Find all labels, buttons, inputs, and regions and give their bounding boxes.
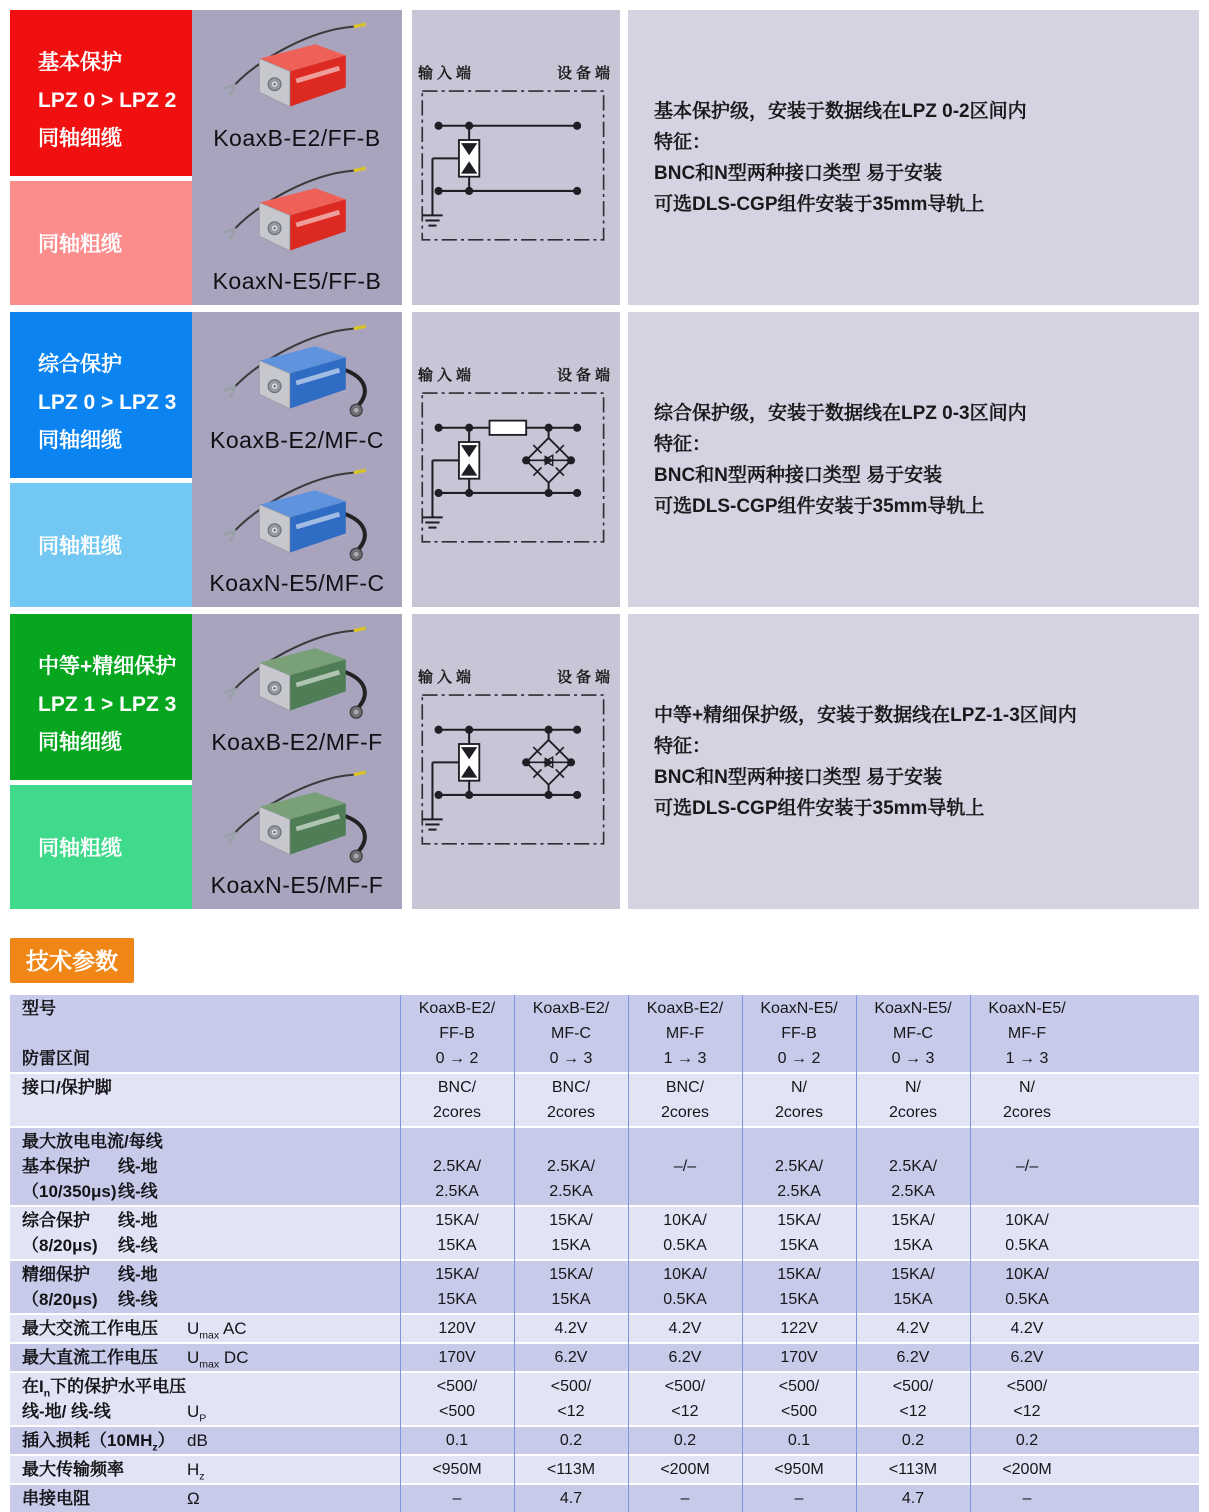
table-cell: 15KA/	[435, 1212, 479, 1229]
table-cell: –	[794, 1490, 804, 1507]
circuit-diagram	[414, 387, 618, 555]
surge-protector-photo	[199, 319, 395, 423]
table-cell	[628, 1129, 742, 1154]
diagram-labels	[412, 364, 620, 387]
table-cell: 15KA/	[777, 1212, 821, 1229]
product-item	[192, 14, 402, 158]
table-cell	[742, 1129, 856, 1154]
table-cell: 2cores	[432, 1104, 482, 1121]
table-cell: 2cores	[546, 1104, 596, 1121]
table-cell: 2.5KA	[891, 1183, 935, 1200]
table-cell	[970, 1129, 1084, 1154]
description-line: BNC和N型两种接口类型 易于安装	[654, 464, 943, 486]
table-cell: <950M	[432, 1461, 482, 1478]
description-line: 中等+精细保护级，安装于数据线在LPZ-1-3区间内	[654, 704, 1077, 726]
circuit-diagram	[414, 689, 618, 857]
table-cell: 2.5KA/	[888, 1158, 938, 1175]
product-images-cell	[192, 10, 402, 305]
label-line: 同轴粗缆	[38, 535, 122, 559]
table-cell: <12	[1013, 1403, 1041, 1420]
table-cell: 10KA/	[663, 1266, 707, 1283]
product-item	[192, 762, 402, 906]
table-cell: <500/	[1006, 1378, 1048, 1395]
circuit-schematic	[414, 689, 618, 852]
table-band	[10, 1344, 1199, 1371]
circuit-diagram-cell	[402, 10, 620, 305]
table-filler	[1084, 1399, 1199, 1424]
table-cell: 2.5KA	[549, 1183, 593, 1200]
product-photo	[192, 762, 402, 873]
table-band	[10, 1427, 1199, 1454]
label-line: 基本保护	[38, 51, 122, 74]
table-cell: 15KA	[779, 1291, 819, 1308]
row-label: 串接电阻 Ω	[22, 1489, 200, 1508]
label-line: 同轴粗缆	[38, 233, 122, 257]
table-cell: <500	[780, 1403, 818, 1420]
row-label: 插入损耗$(10MH_z)$ dB	[22, 1431, 208, 1454]
circuit-diagram-cell	[402, 312, 620, 607]
label-line: 同轴细缆	[38, 731, 122, 754]
table-band	[10, 1456, 1199, 1483]
row-label: （8/20μs) 线-线	[22, 1236, 158, 1255]
table-row	[10, 996, 1199, 1021]
table-cell: 10KA/	[663, 1212, 707, 1229]
table-cell: –/–	[1015, 1158, 1039, 1175]
diagram-device-label: 设备端	[556, 367, 614, 384]
cable-type-label	[10, 785, 192, 909]
table-filler	[1084, 1129, 1199, 1154]
cable-type-label	[10, 181, 192, 305]
product-model: KoaxN-E5/MF-C	[209, 570, 385, 596]
group-label-column	[10, 312, 192, 607]
table-cell: 0.5KA	[663, 1237, 707, 1254]
product-model: KoaxB-E2/MF-F	[211, 728, 383, 755]
row-label	[10, 1021, 400, 1046]
table-cell: 15KA/	[435, 1266, 479, 1283]
product-group-combined	[10, 312, 1199, 607]
label-line: 综合保护	[38, 353, 122, 376]
table-filler	[1084, 1374, 1199, 1399]
table-filler	[1084, 1075, 1199, 1100]
row-label: 防雷区间	[22, 1049, 90, 1068]
table-cell: MF-F	[1007, 1025, 1047, 1042]
group-label-column	[10, 614, 192, 909]
surge-protector-photo	[199, 621, 395, 725]
circuit-diagram-cell	[402, 614, 620, 909]
table-cell: 1 → 3	[1005, 1050, 1049, 1067]
diagram-input-label: 输入端	[418, 65, 476, 82]
description-line: BNC和N型两种接口类型 易于安装	[654, 162, 943, 184]
table-row	[10, 1154, 1199, 1179]
table-cell: 15KA	[893, 1237, 933, 1254]
surge-protector-photo	[199, 463, 395, 567]
surge-protector-photo	[199, 765, 395, 869]
table-cell: N/	[1019, 1079, 1035, 1096]
table-cell: 0.2	[1015, 1432, 1039, 1449]
table-filler	[1084, 996, 1199, 1021]
description-cell	[620, 10, 1199, 305]
description-cell	[620, 312, 1199, 607]
diagram-device-label: 设备端	[556, 669, 614, 686]
table-band	[10, 1074, 1199, 1126]
row-label: 精细保护 线-地	[22, 1265, 158, 1284]
description-line: BNC和N型两种接口类型 易于安装	[654, 766, 943, 788]
table-row	[10, 1233, 1199, 1258]
row-label: 最大交流工作电压 $U_{max}$ AC	[22, 1319, 247, 1342]
table-band	[10, 1207, 1199, 1259]
table-cell: 2cores	[1002, 1104, 1052, 1121]
product-model: KoaxB-E2/MF-C	[210, 426, 384, 453]
table-cell: 15KA	[779, 1237, 819, 1254]
table-row	[10, 1208, 1199, 1233]
description-line: 综合保护级，安装于数据线在LPZ 0-3区间内	[654, 402, 1027, 424]
table-band	[10, 1485, 1199, 1512]
table-cell	[514, 1129, 628, 1154]
row-label: 线-地/ 线-线 $U_P$	[22, 1402, 207, 1425]
table-cell: 15KA/	[891, 1212, 935, 1229]
table-row	[10, 1021, 1199, 1046]
description-line: 特征：	[654, 131, 712, 153]
protection-level-label	[10, 10, 192, 176]
table-row	[10, 1129, 1199, 1154]
row-label: 基本保护 线-地	[22, 1157, 158, 1176]
row-label: 接口/保护脚	[22, 1078, 112, 1097]
diagram-labels	[412, 62, 620, 85]
table-cell: 0.2	[673, 1432, 697, 1449]
protection-level-label	[10, 312, 192, 478]
table-row	[10, 1399, 1199, 1424]
table-filler	[1084, 1262, 1199, 1287]
table-cell: 4.2V	[554, 1320, 588, 1337]
table-filler	[1084, 1287, 1199, 1312]
table-cell: 0.1	[787, 1432, 811, 1449]
product-item	[192, 316, 402, 460]
table-cell: –	[1022, 1490, 1032, 1507]
table-cell: 0 → 3	[549, 1050, 593, 1067]
table-cell: 2.5KA	[777, 1183, 821, 1200]
table-cell: KoaxN-E5/	[988, 1000, 1066, 1017]
label-line: 同轴细缆	[38, 127, 122, 150]
table-cell: <113M	[888, 1461, 938, 1478]
table-cell: 6.2V	[554, 1349, 588, 1366]
table-cell: 0.2	[901, 1432, 925, 1449]
table-cell: 6.2V	[1010, 1349, 1044, 1366]
product-photo	[192, 14, 402, 125]
row-label	[10, 1100, 400, 1125]
table-filler	[1084, 1208, 1199, 1233]
product-model: KoaxB-E2/FF-B	[213, 124, 381, 151]
table-band	[10, 1261, 1199, 1313]
table-cell: 0.5KA	[1005, 1237, 1049, 1254]
table-cell: KoaxB-E2/	[418, 1000, 496, 1017]
table-cell: 0.5KA	[663, 1291, 707, 1308]
table-cell: <200M	[1002, 1461, 1052, 1478]
row-label: 最大直流工作电压 $U_{max}$ DC	[22, 1348, 249, 1371]
table-cell: 10KA/	[1005, 1212, 1049, 1229]
table-filler	[1084, 1486, 1199, 1511]
table-cell: 2.5KA/	[546, 1158, 596, 1175]
table-cell: N/	[791, 1079, 807, 1096]
description-line: 基本保护级，安装于数据线在LPZ 0-2区间内	[654, 100, 1027, 122]
table-cell: 10KA/	[1005, 1266, 1049, 1283]
tech-params-heading: 技术参数	[10, 938, 134, 983]
product-item	[192, 460, 402, 604]
table-cell: –/–	[673, 1158, 697, 1175]
description-cell	[620, 614, 1199, 909]
table-cell: <500/	[892, 1378, 934, 1395]
label-line: 同轴细缆	[38, 429, 122, 452]
table-cell: MF-F	[665, 1025, 705, 1042]
table-cell: KoaxN-E5/	[874, 1000, 952, 1017]
label-line: 中等+精细保护	[38, 655, 177, 678]
table-cell: 0 → 3	[891, 1050, 935, 1067]
table-band	[10, 1373, 1199, 1425]
table-filler	[1084, 1046, 1199, 1071]
diagram-input-label: 输入端	[418, 367, 476, 384]
table-row	[10, 1046, 1199, 1071]
row-label: 最大放电电流/每线	[22, 1132, 163, 1151]
table-cell: <12	[671, 1403, 699, 1420]
row-label: 综合保护 线-地	[22, 1211, 158, 1230]
table-cell: 2cores	[888, 1104, 938, 1121]
description-line: 可选DLS-CGP组件安装于35mm导轨上	[654, 797, 985, 819]
label-line: LPZ 0 > LPZ 3	[38, 391, 177, 414]
row-label: （10/350μs) 线-线	[22, 1182, 158, 1201]
table-filler	[1084, 1233, 1199, 1258]
circuit-schematic	[414, 387, 618, 550]
table-row	[10, 1316, 1199, 1341]
table-row	[10, 1179, 1199, 1204]
table-cell: 170V	[438, 1349, 476, 1366]
table-cell	[400, 1129, 514, 1154]
table-cell: 2cores	[774, 1104, 824, 1121]
table-row	[10, 1345, 1199, 1370]
diagram-device-label: 设备端	[556, 65, 614, 82]
group-label-column	[10, 10, 192, 305]
table-cell: 0 → 2	[435, 1050, 479, 1067]
table-filler	[1084, 1154, 1199, 1179]
table-band	[10, 1315, 1199, 1342]
surge-protector-photo	[199, 17, 395, 121]
table-filler	[1084, 1100, 1199, 1125]
row-label: 型号	[22, 999, 56, 1018]
table-band	[10, 995, 1199, 1072]
table-row	[10, 1457, 1199, 1482]
table-cell: 15KA	[437, 1237, 477, 1254]
table-cell: KoaxB-E2/	[532, 1000, 610, 1017]
table-cell: 122V	[780, 1320, 818, 1337]
table-cell: KoaxN-E5/	[760, 1000, 838, 1017]
product-model: KoaxN-E5/MF-F	[210, 872, 384, 898]
table-row	[10, 1100, 1199, 1125]
table-cell: 6.2V	[668, 1349, 702, 1366]
table-cell: 2.5KA/	[432, 1158, 482, 1175]
table-cell	[628, 1179, 742, 1204]
description-line: 可选DLS-CGP组件安装于35mm导轨上	[654, 193, 985, 215]
table-row	[10, 1075, 1199, 1100]
table-band	[10, 1128, 1199, 1205]
product-photo	[192, 618, 402, 729]
table-row	[10, 1287, 1199, 1312]
table-cell: 2.5KA/	[774, 1158, 824, 1175]
table-cell: 4.2V	[896, 1320, 930, 1337]
table-cell: MF-C	[551, 1025, 591, 1042]
table-cell: <500/	[778, 1378, 820, 1395]
table-cell: <500/	[436, 1378, 478, 1395]
label-line: 同轴粗缆	[38, 837, 122, 861]
product-photo	[192, 316, 402, 427]
table-row	[10, 1374, 1199, 1399]
table-cell: 4.7	[901, 1490, 925, 1507]
table-cell: 4.2V	[1010, 1320, 1044, 1337]
table-cell: 6.2V	[896, 1349, 930, 1366]
table-cell: 0.1	[445, 1432, 469, 1449]
table-cell	[970, 1179, 1084, 1204]
product-model: KoaxN-E5/FF-B	[212, 268, 382, 294]
table-cell: BNC/	[551, 1079, 591, 1096]
table-cell: KoaxB-E2/	[646, 1000, 724, 1017]
table-filler	[1084, 1021, 1199, 1046]
row-label: 在$I_n$下的保护水平电压	[22, 1377, 187, 1400]
table-cell: FF-B	[781, 1025, 817, 1042]
table-cell: 15KA	[551, 1237, 591, 1254]
product-group-medium-fine	[10, 614, 1199, 909]
table-cell: –	[452, 1490, 462, 1507]
table-cell: MF-C	[893, 1025, 933, 1042]
product-images-cell	[192, 614, 402, 909]
table-filler	[1084, 1457, 1199, 1482]
table-cell: 0 → 2	[777, 1050, 821, 1067]
row-label: （8/20μs) 线-线	[22, 1290, 158, 1309]
protection-level-label	[10, 614, 192, 780]
table-row	[10, 1486, 1199, 1511]
table-cell: 15KA	[893, 1291, 933, 1308]
table-cell: <12	[557, 1403, 585, 1420]
circuit-diagram	[414, 85, 618, 253]
product-item	[192, 158, 402, 302]
table-filler	[1084, 1316, 1199, 1341]
diagram-input-label: 输入端	[418, 669, 476, 686]
diagram-labels	[412, 666, 620, 689]
table-cell: 2.5KA	[435, 1183, 479, 1200]
table-cell: 1 → 3	[663, 1050, 707, 1067]
table-cell: FF-B	[439, 1025, 475, 1042]
label-line: LPZ 0 > LPZ 2	[38, 89, 177, 112]
table-cell: 120V	[438, 1320, 476, 1337]
product-photo	[192, 158, 402, 269]
table-cell: 15KA/	[777, 1266, 821, 1283]
table-cell: <200M	[660, 1461, 710, 1478]
description-line: 可选DLS-CGP组件安装于35mm导轨上	[654, 495, 985, 517]
table-cell: 0.5KA	[1005, 1291, 1049, 1308]
table-cell: N/	[905, 1079, 921, 1096]
table-cell: 15KA	[437, 1291, 477, 1308]
table-filler	[1084, 1179, 1199, 1204]
description-line: 特征：	[654, 735, 712, 757]
product-images-cell	[192, 312, 402, 607]
table-cell: BNC/	[437, 1079, 477, 1096]
table-row	[10, 1428, 1199, 1453]
table-cell: 15KA/	[549, 1266, 593, 1283]
table-row	[10, 1262, 1199, 1287]
table-cell: 15KA/	[891, 1266, 935, 1283]
table-cell	[856, 1129, 970, 1154]
product-group-basic	[10, 10, 1199, 305]
table-filler	[1084, 1345, 1199, 1370]
table-cell: 15KA	[551, 1291, 591, 1308]
product-item	[192, 618, 402, 762]
table-cell: 2cores	[660, 1104, 710, 1121]
cable-type-label	[10, 483, 192, 607]
surge-protector-photo	[199, 161, 395, 265]
table-cell: BNC/	[665, 1079, 705, 1096]
table-filler	[1084, 1428, 1199, 1453]
product-photo	[192, 460, 402, 571]
table-cell: <500/	[664, 1378, 706, 1395]
circuit-schematic	[414, 85, 618, 248]
table-cell: <500/	[550, 1378, 592, 1395]
table-cell: 0.2	[559, 1432, 583, 1449]
description-line: 特征：	[654, 433, 712, 455]
label-line: LPZ 1 > LPZ 3	[38, 693, 177, 716]
table-cell: 4.7	[559, 1490, 583, 1507]
table-cell: 15KA/	[549, 1212, 593, 1229]
table-cell: <950M	[774, 1461, 824, 1478]
table-cell: 4.2V	[668, 1320, 702, 1337]
table-cell: 170V	[780, 1349, 818, 1366]
table-cell: <113M	[546, 1461, 596, 1478]
table-cell: –	[680, 1490, 690, 1507]
row-label: 最大传输频率 $H_z$	[22, 1460, 205, 1483]
table-cell: <12	[899, 1403, 927, 1420]
table-cell: <500	[438, 1403, 476, 1420]
tech-table	[10, 995, 1199, 1512]
